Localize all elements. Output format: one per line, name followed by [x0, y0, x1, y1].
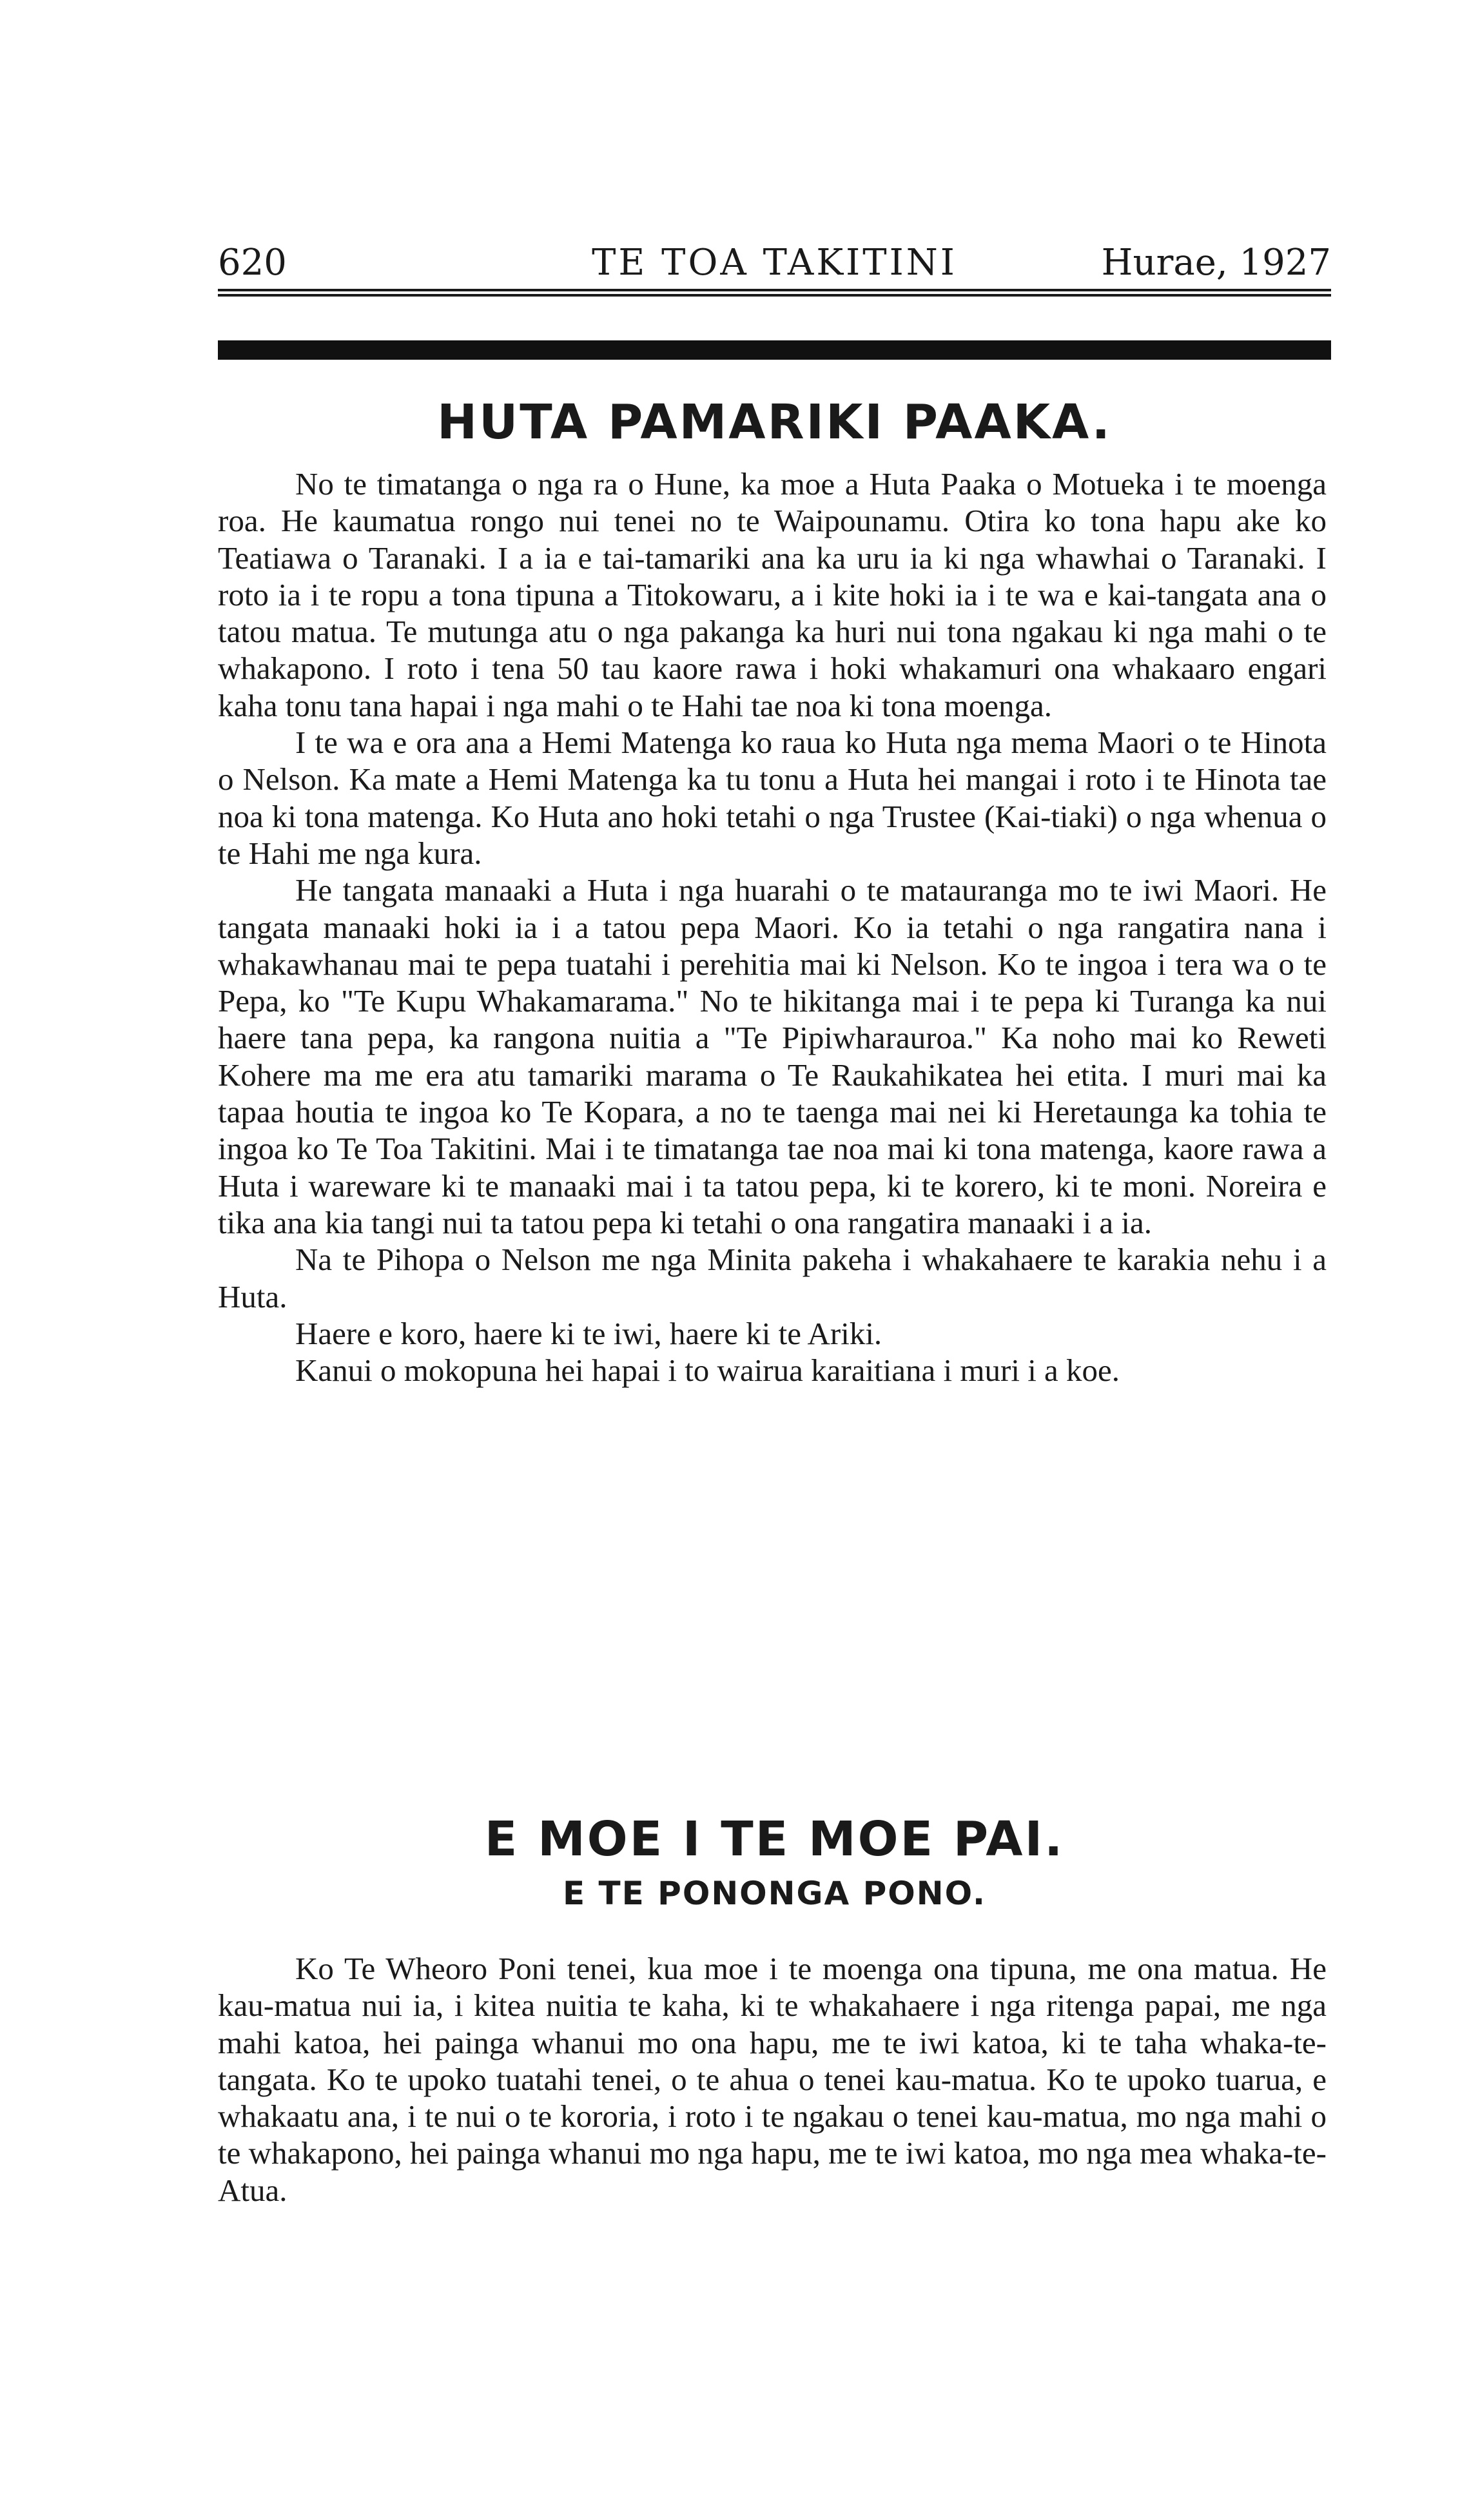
- paragraph: I te wa e ora ana a Hemi Matenga ko raua ko Huta nga mema Maori o te Hinota o Nelson. Ka mate a Hemi Matenga ka tu tonu a Huta hei mangai i roto i te Hinota tae noa ki tona matenga. Ko Huta ano hoki tetahi o nga Trustee (Kai-tiaki) o nga whenua o te Hahi me nga kura.: [218, 725, 1327, 871]
- paragraph: He tangata manaaki a Huta i nga huarahi o te matauranga mo te iwi Maori. He tangata manaaki hoki ia i a tatou pepa Maori. Ko ia tetahi o nga rangatira nana i whakawhanau mai te pepa tuatahi i perehitia mai ki Nelson. Ko te ingoa i tera wa o te Pepa, ko "Te Kupu Whakamarama." No te hikitanga mai i te pepa ki Turanga ka nui haere tana pepa, ka rangona nuitia a "Te Pipiwharauroa." Ka noho mai ko Reweti Kohere ma me era atu tamariki marama o Te Raukahikatea hei etita. I muri mai ka tapaa houtia te ingoa ko Te Kopara, a no te taenga mai nei ki Heretaunga ka tohia te ingoa ko Te Toa Takitini. Mai i te timatanga tae noa mai ki tona matenga, kaore rawa a Huta i wareware ki te manaaki mai i ta tatou pepa, ki te korero, ki te moni. Noreira e tika ana kia tangi nui ta tatou pepa ki tetahi o ona rangatira manaaki i a ia.: [218, 872, 1327, 1240]
- article-byline: E TE PONONGA PONO.: [562, 1875, 987, 1912]
- article-title: HUTA PAMARIKI PAAKA.: [437, 395, 1112, 450]
- header-rule-secondary: [218, 294, 1331, 297]
- paragraph: Na te Pihopa o Nelson me nga Minita pakeha i whakahaere te karakia nehu i a Huta.: [218, 1242, 1327, 1314]
- paragraph: Haere e koro, haere ki te iwi, haere ki te Ariki.: [295, 1315, 882, 1351]
- article-body: [218, 1950, 1327, 2209]
- header-rule: [218, 289, 1331, 291]
- issue-date: Hurae, 1927: [1101, 242, 1331, 284]
- section-divider-bar: [218, 340, 1331, 360]
- article-body: [218, 465, 1327, 1389]
- journal-title: TE TOA TAKITINI: [592, 242, 957, 284]
- paragraph: No te timatanga o nga ra o Hune, ka moe a Huta Paaka o Motueka i te moenga roa. He kaumatua rongo nui tenei no te Waipounamu. Otira ko tona hapu ake ko Teatiawa o Taranaki. I a ia e tai-tamariki ana ka uru ia ki nga whawhai o Taranaki. I roto ia i te ropu a tona tipuna a Titokowaru, a i kite hoki ia i te wa e kai-tangata ana o tatou matua. Te mutunga atu o nga pakanga ka huri nui tona ngakau ki nga mahi o te whakapono. I roto i tena 50 tau kaore rawa i hoki whakamuri ona whakaaro engari kaha tonu tana hapai i nga mahi o te Hahi tae noa ki tona moenga.: [218, 466, 1327, 723]
- article-title: E MOE I TE MOE PAI.: [484, 1812, 1065, 1867]
- paragraph: Kanui o mokopuna hei hapai i to wairua karaitiana i muri i a koe.: [295, 1353, 1120, 1389]
- page-number: 620: [218, 242, 287, 284]
- paragraph: Ko Te Wheoro Poni tenei, kua moe i te moenga ona tipuna, me ona matua. He kau-matua nui ia, i kitea nuitia te kaha, ki te whakahaere i nga ritenga papai, me nga mahi katoa, hei painga whanui mo ona hapu, me te iwi katoa, ki te taha whaka-te-tangata. Ko te upoko tuatahi tenei, o te ahua o tenei kau-matua. Ko te upoko tuarua, e whakaatu ana, i te nui o te kororia, i roto i te ngakau o tenei kau-matua, mo nga mahi o te whakapono, hei painga whanui mo nga hapu, me te iwi katoa, mo nga mea whaka-te-Atua.: [218, 1951, 1327, 2208]
- running-header: [218, 242, 1331, 287]
